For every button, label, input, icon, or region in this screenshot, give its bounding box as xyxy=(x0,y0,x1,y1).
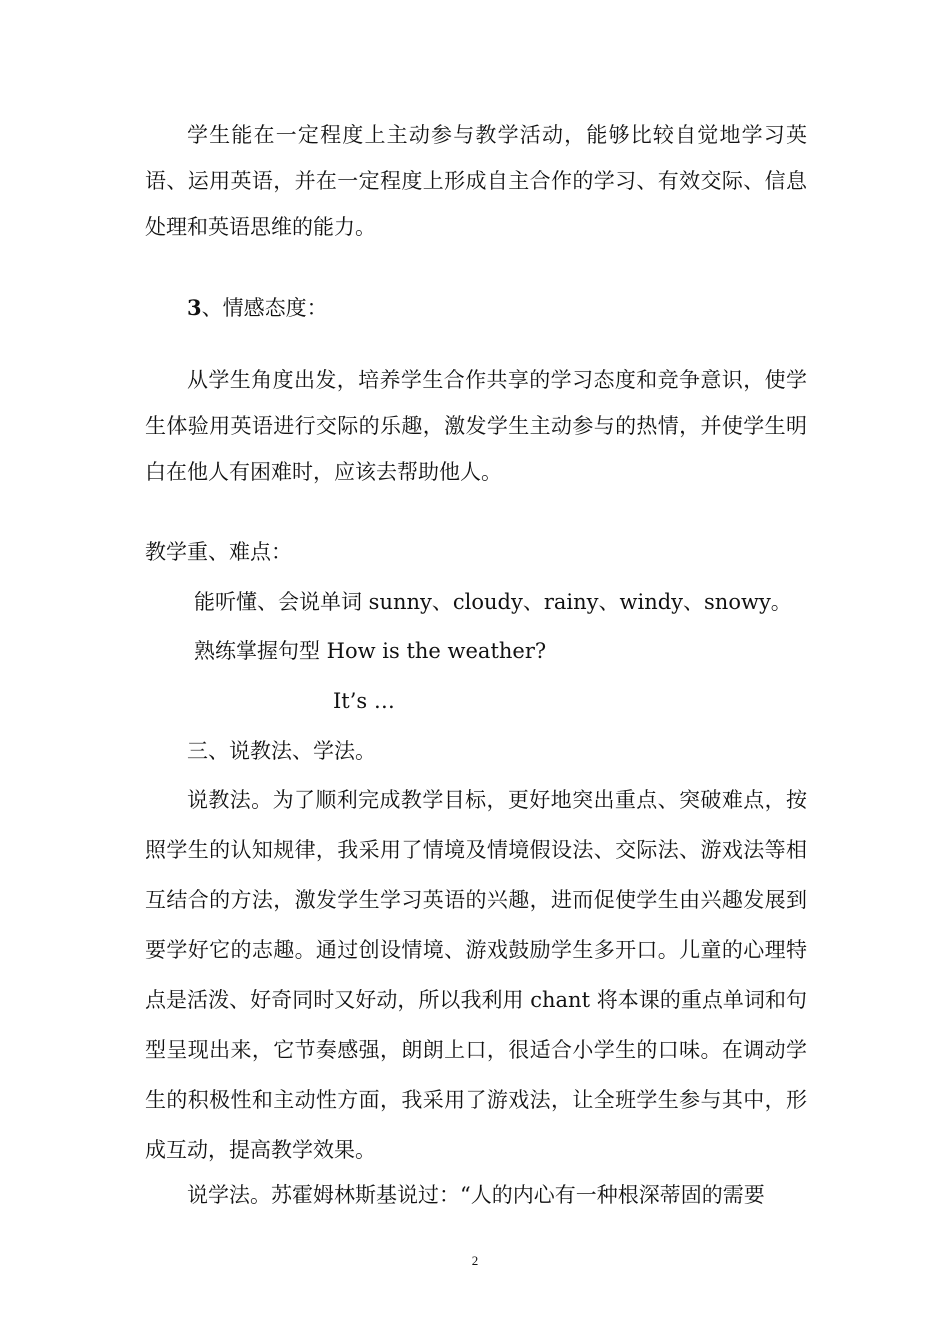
heading-emotion-number: 3 xyxy=(187,295,202,320)
paragraph-teaching-method: 说教法。为了顺利完成教学目标，更好地突出重点、突破难点，按照学生的认知规律，我采用了情境及情境假设法、交际法、游戏法等相互结合的方法，激发学生学习英语的兴趣，进而促使学生由兴趣发展到要学好它的志趣。通过创设情境、游戏鼓励学生多开口。儿童的心理特点是活泼、好奇同时又好动，所以我利用 chant 将本课的重点单词和句型呈现出来，它节奏感强，朗朗上口，很适合小学生的口味。在调动学生的积极性和主动性方面，我采用了游戏法，让全班学生参与其中，形成互动，提高教学效果。 xyxy=(145,788,807,1162)
heading-emotion xyxy=(187,294,328,322)
key-point-vocabulary: 能听懂、会说单词 sunny、cloudy、rainy、windy、snowy。 xyxy=(194,590,792,614)
section-three-heading: 三、说教法、学法。 xyxy=(187,739,376,763)
key-point-sentence: 熟练掌握句型 How is the weather? xyxy=(194,639,547,663)
key-point-answer: It’s … xyxy=(333,689,395,713)
paragraph-emotion: 从学生角度出发，培养学生合作共享的学习态度和竞争意识，使学生体验用英语进行交际的乐趣，激发学生主动参与的热情，并使学生明白在他人有困难时，应该去帮助他人。 xyxy=(145,368,807,484)
page-number: 2 xyxy=(471,1253,479,1268)
paragraph-learning-method: 说学法。苏霍姆林斯基说过：“人的内心有一种根深蒂固的需要 xyxy=(187,1183,765,1207)
key-points-title: 教学重、难点： xyxy=(145,540,292,564)
paragraph-ability: 学生能在一定程度上主动参与教学活动，能够比较自觉地学习英语、运用英语，并在一定程度上形成自主合作的学习、有效交际、信息处理和英语思维的能力。 xyxy=(145,123,807,239)
heading-emotion-text: 、情感态度： xyxy=(201,296,328,320)
